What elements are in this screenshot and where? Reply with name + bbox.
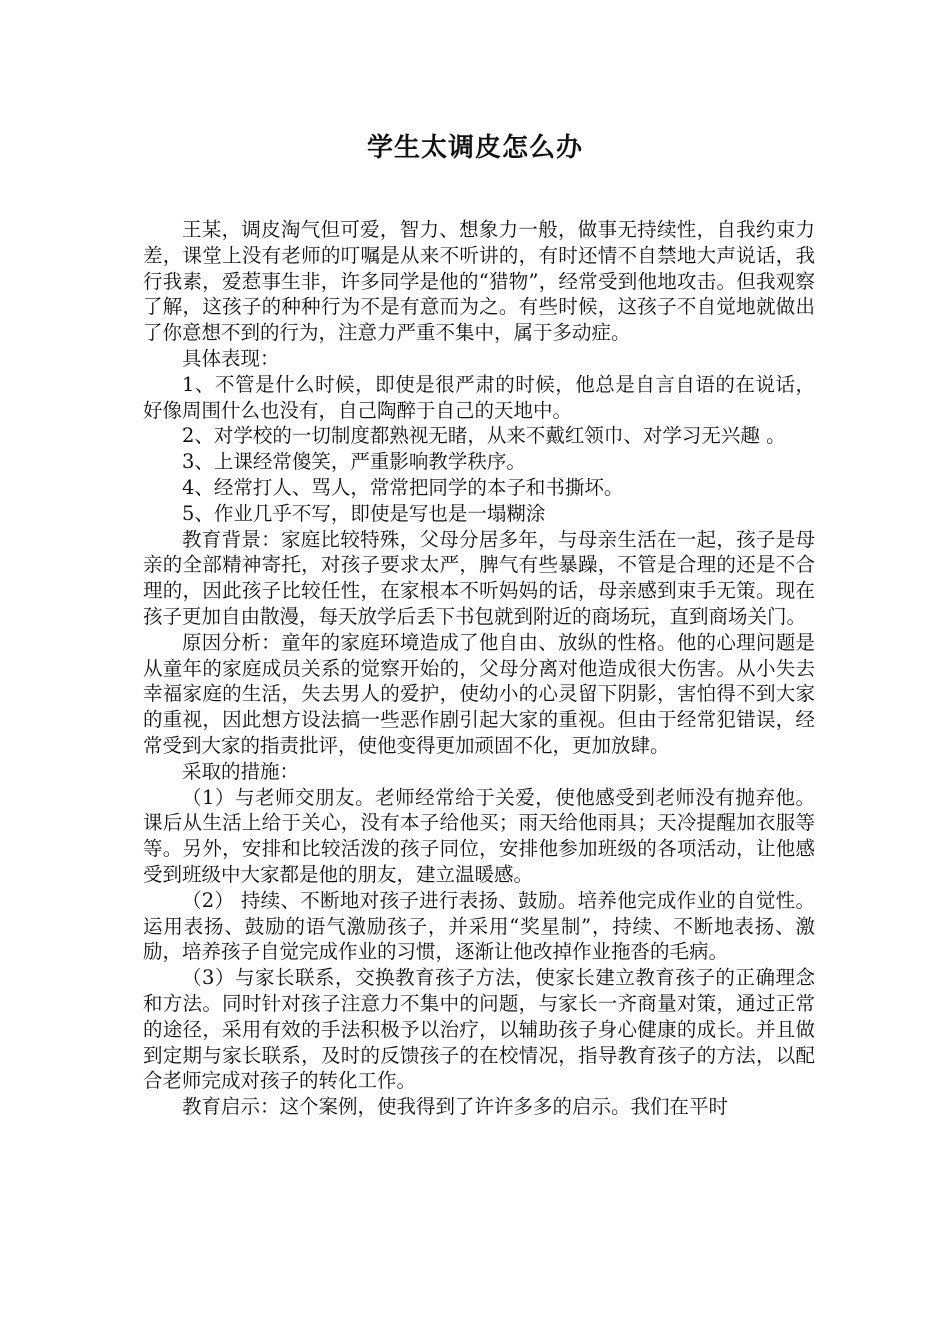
paragraph-analysis: 原因分析：童年的家庭环境造成了他自由、放纵的性格。他的心理问题是从童年的家庭成员关系的觉察开始的，父母分离对他造成很大伤害。从小失去幸福家庭的生活，失去男人的爱护，使幼小的心灵留下阴影，害怕得不到大家的重视，因此想方设法搞一些恶作剧引起大家的重视。但由于经常犯错误，经常受到大家的指责批评，使他变得更加顽固不化，更加放肆。: [143, 630, 815, 757]
paragraph-measure-1: （1）与老师交朋友。老师经常给于关爱，使他感受到老师没有抛弃他。课后从生活上给于关心，没有本子给他买；雨天给他雨具；天冷提醒加衣服等等。另外，安排和比较活泼的孩子同位，安排他参加班级的各项活动，让他感受到班级中大家都是他的朋友，建立温暖感。: [143, 785, 815, 886]
paragraph-measure-2: （2） 持续、不断地对孩子进行表扬、鼓励。培养他完成作业的自觉性。运用表扬、鼓励的语气激励孩子，并采用“奖星制”，持续、不断地表扬、激励，培养孩子自觉完成作业的习惯，逐渐让他改掉作业拖沓的毛病。: [143, 888, 815, 964]
paragraph-symptom-2: 2、对学校的一切制度都熟视无睹，从来不戴红领巾、对学习无兴趣 。: [182, 424, 786, 448]
paragraph-symptom-4: 4、经常打人、骂人，常常把同学的本子和书撕坏。: [182, 475, 624, 499]
paragraph-intro: 王某，调皮淘气但可爱，智力、想象力一般，做事无持续性，自我约束力差，课堂上没有老师的叮嘱是从来不听讲的，有时还情不自禁地大声说话，我行我素，爱惹事生非，许多同学是他的“猎物”，经常受到他地攻击。但我观察了解，这孩子的种种行为不是有意而为之。有些时候，这孩子不自觉地就做出了你意想不到的行为，注意力严重不集中，属于多动症。: [143, 218, 815, 345]
document-title: 学生太调皮怎么办: [366, 133, 583, 163]
paragraph-symptom-5: 5、作业几乎不写，即使是写也是一塌糊涂: [182, 501, 546, 525]
paragraph-symptoms-heading: 具体表现：: [182, 346, 280, 370]
paragraph-symptom-3: 3、上课经常傻笑，严重影响教学秩序。: [182, 450, 526, 474]
paragraph-background: 教育背景：家庭比较特殊，父母分居多年，与母亲生活在一起，孩子是母亲的全部精神寄托，对孩子要求太严，脾气有些暴躁，不管是合理的还是不合理的，因此孩子比较任性，在家根本不听妈妈的话，母亲感到束手无策。现在孩子更加自由散漫，每天放学后丢下书包就到附近的商场玩，直到商场关门。: [143, 527, 815, 628]
paragraph-measure-3: （3）与家长联系，交换教育孩子方法，使家长建立教育孩子的正确理念和方法。同时针对孩子注意力不集中的问题，与家长一齐商量对策，通过正常的途径，采用有效的手法积极予以治疗，以辅助孩子身心健康的成长。并且做到定期与家长联系，及时的反馈孩子的在校情况，指导教育孩子的方法，以配合老师完成对孩子的转化工作。: [143, 966, 815, 1093]
paragraph-measures-heading: 采取的措施：: [182, 759, 300, 783]
paragraph-insight: 教育启示：这个案例，使我得到了许许多多的启示。我们在平时: [182, 1095, 729, 1119]
document-body: [143, 217, 815, 1120]
paragraph-symptom-1: 1、不管是什么时候，即使是很严肃的时候，他总是自言自语的在说话，好像周围什么也没有，自己陶醉于自己的天地中。: [143, 372, 815, 422]
